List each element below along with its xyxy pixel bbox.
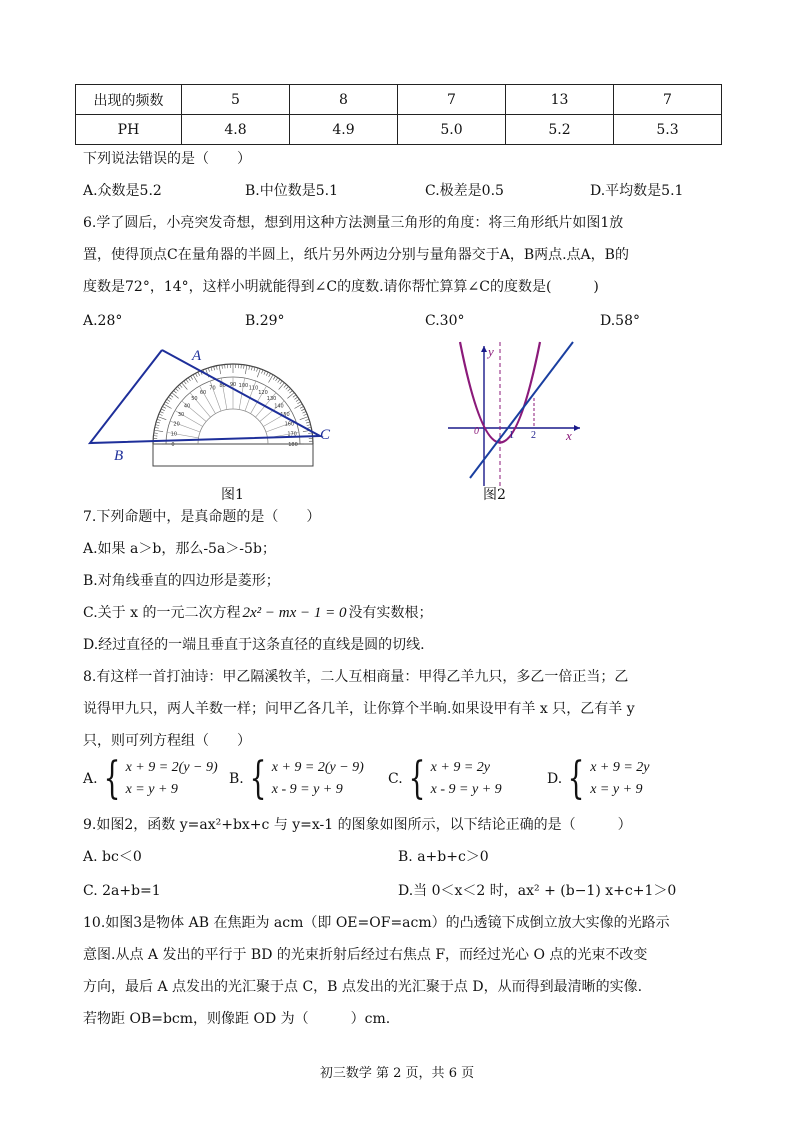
- tick-1-label: 1: [509, 430, 514, 441]
- protractor-tick: [303, 414, 307, 415]
- protractor-tick: [161, 409, 165, 411]
- q10-line3: 方向，最后 A 点发出的光汇聚于点 C，B 点发出的光汇聚于点 D，从而得到最清晰的实像.: [83, 979, 643, 995]
- protractor-tick: [222, 365, 223, 369]
- table-cell: 4.9: [290, 115, 398, 145]
- protractor-tick: [280, 381, 282, 384]
- protractor-tick: [249, 366, 250, 370]
- q6-line2: 置，使得顶点C在量角器的半圆上，纸片另外两边分别与量角器交于A，B两点.点A，B的: [83, 247, 629, 263]
- tick-2-label: 2: [531, 430, 536, 441]
- q8-c-label: C.: [388, 771, 403, 787]
- protractor-tick: [214, 366, 215, 370]
- q7-stem: 7.下列命题中，是真命题的是（ ）: [83, 509, 321, 525]
- protractor-scale-number: 50: [191, 396, 198, 403]
- brace-icon: {: [249, 753, 267, 804]
- protractor-scale-number: 20: [173, 421, 180, 428]
- figure1-protractor-diagram: [80, 340, 340, 480]
- protractor-tick: [289, 390, 292, 393]
- q8-line3: 只，则可列方程组（ ）: [83, 733, 251, 749]
- protractor-tick: [172, 393, 179, 399]
- q9-option-b: B. a+b+c＞0: [398, 849, 489, 865]
- protractor-tick: [182, 383, 188, 390]
- q8-c-eq1: x + 9 = 2y: [430, 760, 490, 775]
- triangle-outline: [90, 350, 320, 443]
- label-a: A: [192, 348, 202, 364]
- protractor-tick: [251, 366, 252, 370]
- protractor-tick: [302, 411, 306, 413]
- protractor-tick: [266, 372, 268, 376]
- q9-stem: 9.如图2，函数 y=ax²+bx+c 与 y=x-1 的图象如图所示，以下结论正确的是（ ）: [83, 817, 632, 833]
- protractor-tick: [155, 427, 159, 428]
- q10-line2: 意图.从点 A 发出的平行于 BD 的光束折射后经过右焦点 F，而经过光心 O 点的光束不改变: [83, 947, 648, 963]
- q8-b-eq1: x + 9 = 2(y − 9): [271, 760, 364, 775]
- q7-option-a: A.如果 a＞b，那么-5a＞-5b；: [83, 541, 276, 557]
- q8-b-label: B.: [229, 771, 244, 787]
- q7-c-equation: 2x² − mx − 1 = 0: [242, 605, 347, 621]
- q8-c-eq2: x - 9 = y + 9: [430, 782, 502, 797]
- q8-a-eq1: x + 9 = 2(y − 9): [125, 760, 218, 775]
- q5-option-c: C.极差是0.5: [425, 183, 504, 199]
- q7-option-d: D.经过直径的一端且垂直于这条直径的直线是圆的切线.: [83, 637, 425, 653]
- protractor-tick: [179, 385, 182, 388]
- frequency-table: [75, 84, 722, 145]
- protractor-tick: [300, 417, 308, 420]
- protractor-tick: [157, 419, 161, 420]
- protractor-tick: [307, 425, 311, 426]
- protractor-tick: [216, 366, 217, 370]
- x-axis-arrow: [574, 425, 580, 431]
- brace-icon: {: [103, 753, 120, 804]
- label-b: B: [114, 448, 124, 464]
- figure1-caption: 图1: [221, 487, 244, 503]
- q5-option-a: A.众数是5.2: [83, 183, 162, 199]
- q8-line1: 8.有这样一首打油诗：甲乙隔溪牧羊，二人互相商量：甲得乙羊九只，多乙一倍正当；乙: [83, 669, 629, 685]
- protractor-tick: [167, 399, 170, 401]
- protractor-tick: [256, 368, 257, 372]
- protractor-tick: [294, 397, 297, 399]
- q10-line1: 10.如图3是物体 AB 在焦距为 acm（即 OE=OF=acm）的凸透镜下成倒立放大实像的光路示: [83, 915, 670, 931]
- q8-option-d: [547, 753, 650, 804]
- protractor-tick: [158, 417, 166, 420]
- protractor-tick: [254, 367, 255, 371]
- q8-a-eq2: x = y + 9: [125, 782, 178, 797]
- protractor-tick: [177, 386, 180, 389]
- protractor-scale-number: 80: [219, 382, 226, 389]
- table-cell: 13: [506, 85, 614, 115]
- q7-c-suffix: 没有实数根；: [348, 605, 433, 621]
- protractor-tick: [188, 378, 190, 381]
- protractor-tick: [279, 383, 285, 390]
- table-cell: 4.8: [182, 115, 290, 145]
- protractor-scale-number: 130: [266, 396, 277, 403]
- protractor-tick: [170, 395, 173, 397]
- protractor-tick: [305, 419, 309, 420]
- protractor-tick: [287, 393, 294, 399]
- table-cell: PH: [76, 115, 182, 145]
- protractor-tick: [301, 409, 305, 411]
- protractor-tick: [175, 388, 178, 391]
- q7-c-prefix: C.关于 x 的一元二次方程: [83, 605, 241, 621]
- q6-option-c: C.30°: [425, 313, 465, 329]
- protractor-scale-number: 170: [287, 431, 297, 438]
- protractor-tick: [159, 414, 163, 415]
- q7-option-b: B.对角线垂直的四边形是菱形；: [83, 573, 280, 589]
- brace-icon: {: [567, 753, 585, 804]
- protractor-tick: [293, 395, 296, 397]
- protractor-tick: [284, 385, 287, 388]
- protractor-scale-number: 120: [258, 390, 268, 397]
- protractor-scale-number: 10: [170, 431, 178, 438]
- figure2-caption: 图2: [483, 487, 506, 503]
- protractor-scale-number: 140: [274, 403, 284, 410]
- protractor-tick: [184, 381, 186, 384]
- q8-d-eq2: x = y + 9: [590, 782, 643, 797]
- q6-line3: 度数是72°，14°，这样小明就能得到∠C的度数.请你帮忙算算∠C的度数是( ): [83, 279, 599, 295]
- protractor-tick: [219, 365, 221, 374]
- table-row: [76, 115, 722, 145]
- protractor-tick: [286, 386, 289, 389]
- x-axis-label: x: [566, 428, 572, 443]
- protractor-tick: [257, 369, 260, 377]
- protractor-tick: [244, 365, 245, 369]
- q5-option-b: B.中位数是5.1: [245, 183, 339, 199]
- protractor-scale-number: 70: [209, 385, 216, 392]
- protractor-scale-number: 160: [284, 421, 295, 428]
- page-footer: 初三数学 第 2 页，共 6 页: [319, 1066, 475, 1081]
- q6-line1: 6.学了圆后，小亮突发奇想，想到用这种方法测量三角形的角度：将三角形纸片如图1放: [83, 215, 624, 231]
- table-cell: 7: [398, 85, 506, 115]
- figure2-graph: [440, 338, 590, 488]
- protractor-tick: [154, 433, 158, 434]
- protractor-tick: [168, 397, 171, 399]
- q5-stem: 下列说法错误的是（ ）: [83, 151, 251, 167]
- protractor-tick: [211, 367, 212, 371]
- protractor-tick: [300, 406, 304, 408]
- q8-option-b: [229, 753, 364, 804]
- protractor-tick: [162, 406, 166, 408]
- table-cell: 出现的频数: [76, 85, 182, 115]
- table-row: [76, 85, 722, 115]
- protractor-scale-number: 100: [238, 382, 249, 389]
- q8-line2: 说得甲九只，两人羊数一样；问甲乙各几羊，让你算个半晌.如果设甲有羊 x 只，乙有羊 y: [83, 701, 635, 717]
- protractor-scale-number: 90: [229, 382, 237, 388]
- table-cell: 5.2: [506, 115, 614, 145]
- table-cell: 7: [614, 85, 722, 115]
- y-axis-arrow: [481, 346, 487, 352]
- q9-option-d: D.当 0＜x＜2 时，ax² + (b−1) x+c+1＞0: [398, 883, 677, 899]
- protractor-scale-number: 180: [288, 442, 298, 448]
- protractor-tick: [191, 376, 193, 379]
- protractor-tick: [273, 376, 275, 379]
- protractor-tick: [264, 371, 266, 375]
- origin-label: 0: [474, 426, 479, 437]
- q8-option-a: [83, 753, 218, 804]
- protractor-scale-number: 40: [183, 403, 191, 410]
- protractor-scale-number: 0: [171, 442, 175, 448]
- q10-line4: 若物距 OB=bcm，则像距 OD 为（ ）cm.: [83, 1011, 391, 1027]
- q6-option-a: A.28°: [83, 313, 123, 329]
- protractor-tick: [297, 402, 300, 404]
- protractor-scale-number: 110: [248, 385, 259, 392]
- q8-a-label: A.: [83, 771, 98, 787]
- table-cell: 8: [290, 85, 398, 115]
- protractor-tick: [198, 372, 200, 376]
- protractor-tick: [165, 402, 168, 404]
- q6-option-d: D.58°: [600, 313, 640, 329]
- protractor-tick: [208, 368, 209, 372]
- q9-option-a: A. bc＜0: [83, 849, 142, 865]
- q8-d-label: D.: [547, 771, 563, 787]
- protractor-tick: [195, 373, 197, 377]
- protractor-tick: [278, 379, 280, 382]
- label-c: C: [320, 427, 331, 443]
- protractor-scale-number: 150: [280, 412, 290, 418]
- line-y-eq-x-minus-1: [470, 342, 573, 478]
- q8-b-eq2: x - 9 = y + 9: [271, 782, 343, 797]
- protractor-tick: [308, 433, 312, 434]
- protractor-tick: [269, 373, 271, 377]
- y-axis-label: y: [488, 344, 494, 359]
- protractor-scale-number: 30: [177, 412, 185, 418]
- brace-icon: {: [408, 753, 426, 804]
- table-cell: 5: [182, 85, 290, 115]
- q8-d-eq1: x + 9 = 2y: [590, 760, 650, 775]
- protractor-tick: [155, 425, 159, 426]
- protractor-tick: [154, 430, 163, 432]
- protractor-tick: [174, 390, 177, 393]
- protractor-tick: [160, 411, 164, 413]
- q5-option-d: D.平均数是5.1: [590, 183, 684, 199]
- q6-option-b: B.29°: [245, 313, 285, 329]
- protractor-tick: [307, 427, 311, 428]
- q8-option-c: [388, 753, 502, 804]
- protractor-tick: [261, 370, 262, 374]
- protractor-tick: [156, 422, 160, 423]
- table-cell: 5.0: [398, 115, 506, 145]
- q9-option-c: C. 2a+b=1: [83, 883, 161, 899]
- protractor-scale-number: 60: [199, 390, 207, 397]
- table-cell: 5.3: [614, 115, 722, 145]
- protractor-tick: [288, 388, 291, 391]
- protractor-tick: [275, 378, 277, 381]
- protractor-tick: [245, 365, 247, 374]
- protractor-tick: [186, 379, 188, 382]
- protractor-tick: [296, 399, 299, 401]
- q7-option-c: [83, 603, 432, 623]
- protractor-tick: [306, 422, 310, 423]
